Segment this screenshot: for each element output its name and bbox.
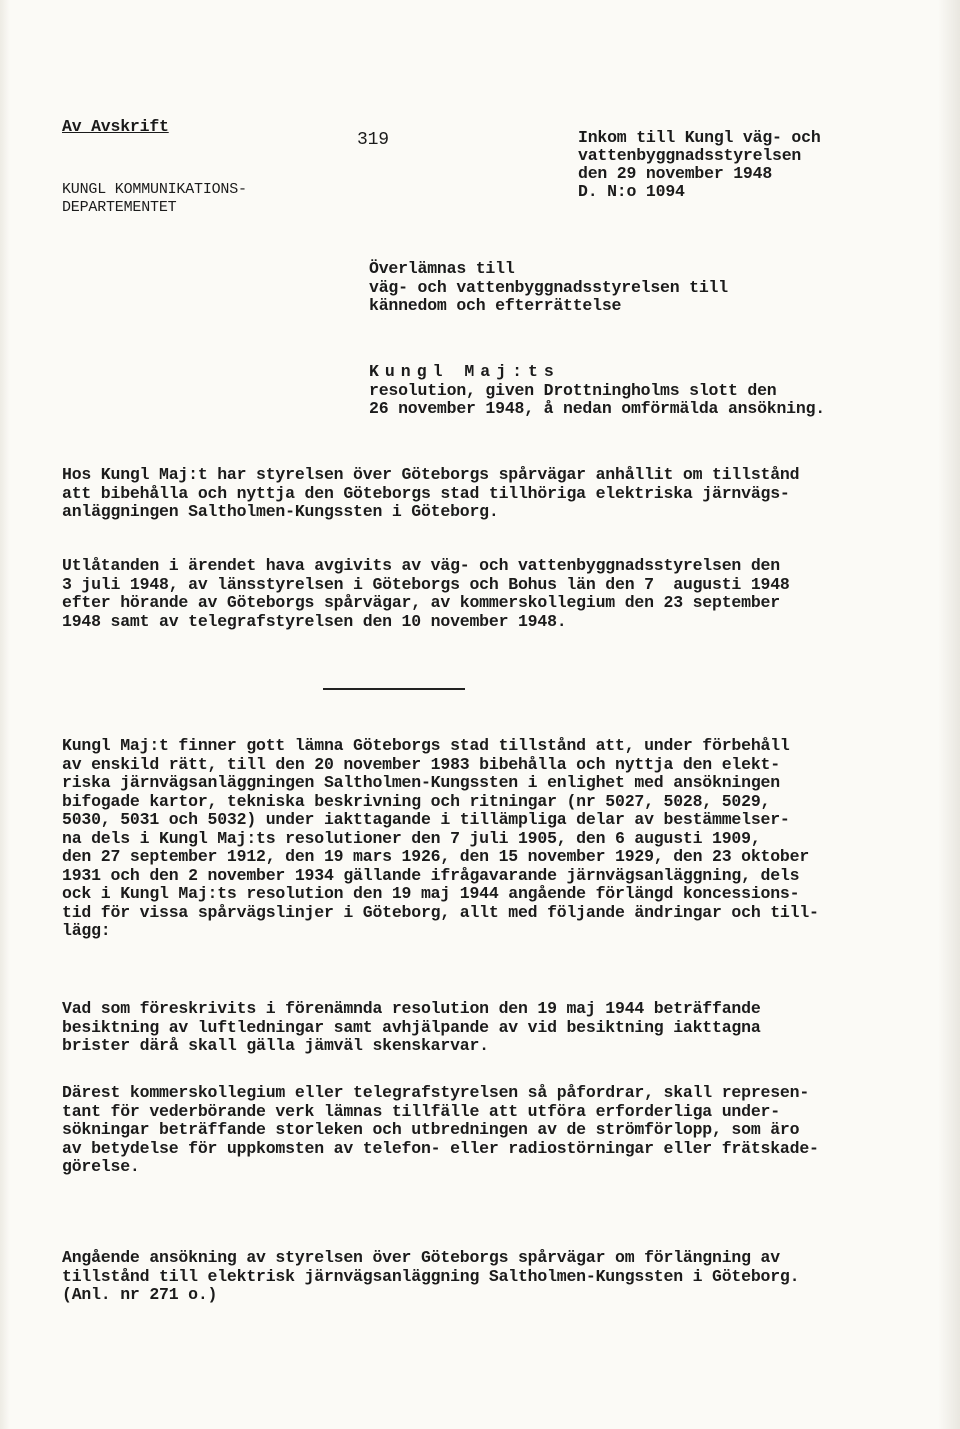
received-line: D. N:o 1094 <box>578 182 685 201</box>
text-line: brister därå skall gälla jämväl skenskarvar. <box>62 1036 489 1055</box>
text-line: besiktning av luftledningar samt avhjälpande av vid besiktning iakttagna <box>62 1017 761 1037</box>
text-line: görelse. <box>62 1157 140 1176</box>
paragraph-statements <box>62 557 790 631</box>
text-line: ock i Kungl Maj:ts resolution den 19 maj 1944 angående förlängd koncessions- <box>62 884 800 903</box>
department-line: KUNGL KOMMUNIKATIONS- <box>62 181 247 198</box>
page-edge-right <box>938 0 960 1429</box>
forwarding-note <box>369 260 728 316</box>
text-line: Hos Kungl Maj:t har styrelsen över Göteborgs spårvägar anhållit om tillstånd <box>62 465 800 484</box>
page-edge-left <box>0 0 10 1429</box>
text-line: lägg: <box>62 921 111 940</box>
department-name <box>62 181 247 217</box>
text-line: 1948 samt av telegrafstyrelsen den 10 november 1948. <box>62 611 567 631</box>
text-line: tillstånd till elektrisk järnvägsanläggning Saltholmen-Kungssten i Göteborg. <box>62 1266 800 1286</box>
text-line: 1931 och den 2 november 1934 gällande ifrågavarande järnvägsanläggning, dels <box>62 865 800 885</box>
received-stamp <box>578 129 821 201</box>
text-line: anläggningen Saltholmen-Kungssten i Göteborg. <box>62 502 499 521</box>
resolution-title: Kungl Maj:ts <box>369 362 560 381</box>
text-line: (Anl. nr 271 o.) <box>62 1285 218 1304</box>
text-line: 3 juli 1948, av länsstyrelsen i Göteborgs och Bohus län den 7 augusti 1948 <box>62 574 790 594</box>
text-line: sökningar beträffande storleken och utbredningen av de strömförlopp, som äro <box>62 1120 800 1139</box>
copy-label: Av Avskrift <box>62 117 169 136</box>
text-line: Kungl Maj:t finner gott lämna Göteborgs stad tillstånd att, under förbehåll <box>62 736 790 755</box>
resolution-line: 26 november 1948, å nedan omförmälda ansökning. <box>369 399 825 418</box>
text-line: av betydelse för uppkomsten av telefon- eller radiostörningar eller frätskade- <box>62 1138 819 1158</box>
received-line: den 29 november 1948 <box>578 164 773 183</box>
text-line: av enskild rätt, till den 20 november 1983 bibehålla och nyttja den elekt- <box>62 754 780 774</box>
received-line: vattenbyggnadsstyrelsen <box>578 146 802 165</box>
text-line: na dels i Kungl Maj:ts resolutioner den 7 juli 1905, den 6 augusti 1909, <box>62 828 761 848</box>
text-line: Vad som föreskrivits i förenämnda resolution den 19 maj 1944 beträffande <box>62 999 761 1018</box>
text-line: att bibehålla och nyttja den Göteborgs stad tillhöriga elektriska järnvägs- <box>62 483 790 503</box>
resolution-line: resolution, given Drottningholms slott den <box>369 380 777 400</box>
paragraph-subject <box>62 1249 799 1305</box>
text-line: den 27 september 1912, den 19 mars 1926, den 15 november 1929, den 23 oktober <box>62 847 810 866</box>
paragraph-decision <box>62 737 819 941</box>
section-divider <box>323 688 465 690</box>
paragraph-inspection <box>62 1000 761 1056</box>
forwarding-line: kännedom och efterrättelse <box>369 296 622 315</box>
text-line: Angående ansökning av styrelsen över Göteborgs spårvägar om förlängning av <box>62 1248 780 1267</box>
text-line: Utlåtanden i ärendet hava avgivits av väg- och vattenbyggnadsstyrelsen den <box>62 556 780 575</box>
paragraph-investigation <box>62 1084 819 1177</box>
received-line: Inkom till Kungl väg- och <box>578 128 821 147</box>
text-line: tid för vissa spårvägslinjer i Göteborg, allt med följande ändringar och till- <box>62 902 819 922</box>
paragraph-request <box>62 466 799 522</box>
text-line: bifogade kartor, tekniska beskrivning och ritningar (nr 5027, 5028, 5029, <box>62 791 771 811</box>
forwarding-line: väg- och vattenbyggnadsstyrelsen till <box>369 277 728 297</box>
page-number: 319 <box>357 130 389 150</box>
forwarding-line: Överlämnas till <box>369 259 515 278</box>
text-line: Därest kommerskollegium eller telegrafstyrelsen så påfordrar, skall represen- <box>62 1083 810 1102</box>
text-line: tant för vederbörande verk lämnas tillfälle att utföra erforderliga under- <box>62 1101 780 1121</box>
department-line: DEPARTEMENTET <box>62 199 177 216</box>
resolution-heading <box>369 363 825 419</box>
text-line: efter hörande av Göteborgs spårvägar, av kommerskollegium den 23 september <box>62 593 780 612</box>
text-line: 5030, 5031 och 5032) under iakttagande i tillämpliga delar av bestämmelser- <box>62 810 790 829</box>
text-line: riska järnvägsanläggningen Saltholmen-Kungssten i enlighet med ansökningen <box>62 773 780 792</box>
